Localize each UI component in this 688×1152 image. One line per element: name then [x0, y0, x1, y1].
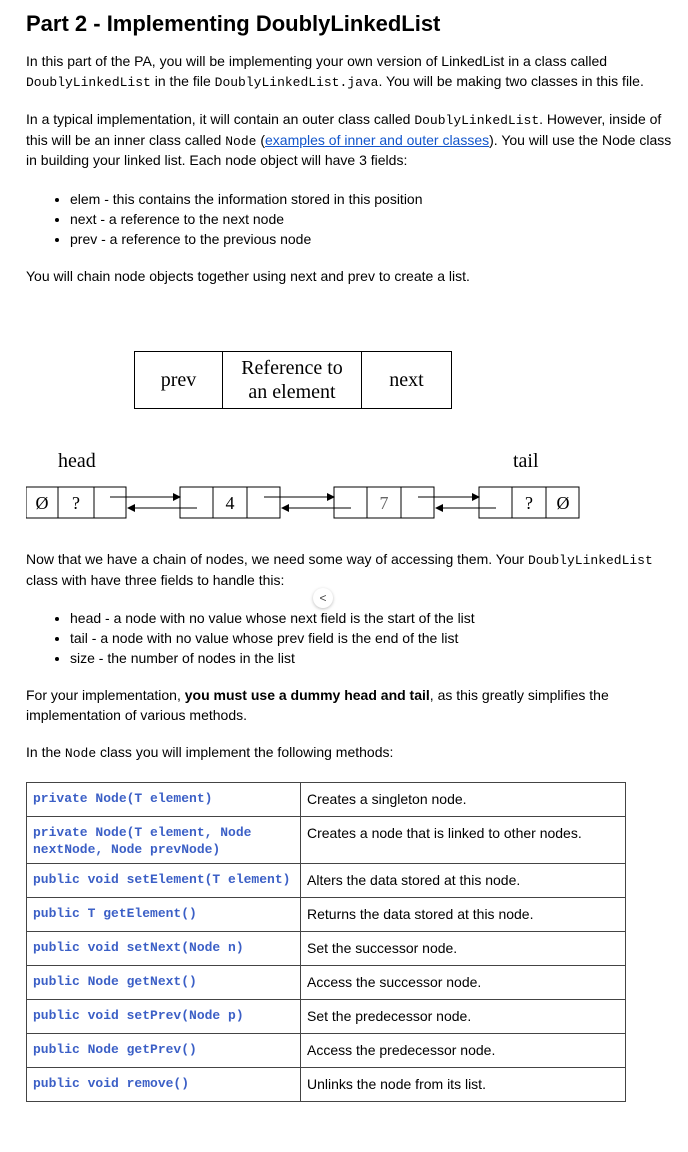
method-signature: private Node(T element, Node nextNode, Node prevNode) [27, 816, 301, 863]
access-text-1: Now that we have a chain of nodes, we need some way of accessing them. Your [26, 551, 528, 567]
table-row [27, 999, 626, 1033]
method-description: Alters the data stored at this node. [301, 863, 626, 897]
method-signature: private Node(T element) [27, 782, 301, 816]
method-signature: public T getElement() [27, 897, 301, 931]
access-text-2: class with have three fields to handle this: [26, 571, 285, 588]
node-fields-list [26, 189, 674, 249]
method-description: Creates a node that is linked to other nodes. [301, 816, 626, 863]
table-row [27, 816, 626, 863]
methods-intro-text-1: In the [26, 744, 65, 760]
method-description: Creates a singleton node. [301, 782, 626, 816]
table-row [27, 965, 626, 999]
typical-code-node: Node [225, 133, 257, 149]
node-next-cell: next [389, 369, 424, 391]
method-description: Returns the data stored at this node. [301, 897, 626, 931]
intro-code-file: DoublyLinkedList.java [214, 74, 379, 90]
method-signature: public void setNext(Node n) [27, 931, 301, 965]
table-row [27, 897, 626, 931]
collapse-outline-button[interactable]: < [313, 588, 333, 608]
typical-paragraph [26, 110, 674, 171]
method-description: Set the predecessor node. [301, 999, 626, 1033]
table-row [27, 863, 626, 897]
typical-text-4: ). You will use the Node class in building your linked list. Each node object will have 3 fields: [26, 131, 672, 168]
tail-value-symbol: ? [525, 493, 533, 513]
intro-text-2: in the file [150, 72, 215, 89]
node-elem-cell [223, 352, 362, 408]
list-item: • next - a reference to the next node [70, 209, 674, 229]
methods-intro-code: Node [64, 746, 97, 761]
table-row [27, 1067, 626, 1101]
typical-text-1: In a typical implementation, it will contain an outer class called [26, 111, 415, 127]
typical-code-outer: DoublyLinkedList [414, 113, 540, 128]
method-description: Access the predecessor node. [301, 1033, 626, 1067]
table-row [27, 782, 626, 816]
page-title: Part 2 - Implementing DoublyLinkedList [26, 11, 441, 36]
node-7-value: 7 [379, 493, 389, 513]
method-signature: public Node getNext() [27, 965, 301, 999]
node-4-value: 4 [225, 493, 235, 513]
head-value-symbol: ? [72, 493, 80, 513]
intro-text-3: . You will be making two classes in this file. [378, 72, 644, 89]
typical-text-3: ( [256, 131, 265, 148]
node-methods-intro [26, 743, 674, 764]
method-description: Unlinks the node from its list. [301, 1067, 626, 1101]
node-prev-cell: prev [135, 352, 223, 408]
intro-paragraph [26, 52, 674, 92]
method-signature: public void setPrev(Node p) [27, 999, 301, 1033]
methods-table [26, 782, 626, 1102]
intro-code-class: DoublyLinkedList [26, 74, 151, 90]
linked-list-chain-diagram [26, 486, 586, 522]
node-elem-line2: an element [248, 381, 336, 403]
list-item: • tail - a node with no value whose prev field is the end of the list [70, 628, 674, 648]
dummy-text-1: For your implementation, [26, 687, 185, 703]
dummy-text-2: , as this greatly simplifies the implementation of various methods. [26, 687, 609, 723]
dummy-bold-text: you must use a dummy head and tail [184, 687, 430, 703]
node-structure-diagram [134, 351, 452, 409]
list-item: • size - the number of nodes in the list [70, 648, 674, 668]
document-body [26, 10, 674, 304]
list-item: • head - a node with no value whose next field is the start of the list [70, 608, 674, 628]
method-signature: public void remove() [27, 1067, 301, 1101]
method-description: Set the successor node. [301, 931, 626, 965]
list-fields-list [26, 608, 674, 668]
node-elem-line1: Reference to [241, 357, 343, 379]
inner-outer-classes-link[interactable]: examples of inner and outer classes [265, 131, 490, 148]
tail-label: tail [513, 450, 539, 472]
method-description: Access the successor node. [301, 965, 626, 999]
table-row [27, 931, 626, 965]
table-row [27, 1033, 626, 1067]
head-label: head [58, 450, 96, 472]
access-paragraph [26, 550, 674, 590]
method-signature: public void setElement(T element) [27, 863, 301, 897]
typical-text-2: . However, inside of this will be an inner class called [26, 111, 662, 148]
dummy-paragraph [26, 686, 674, 725]
access-code-class: DoublyLinkedList [527, 553, 653, 568]
tail-null-symbol: Ø [556, 493, 570, 513]
list-item: • prev - a reference to the previous node [70, 229, 674, 249]
document-body-continued [26, 550, 674, 1102]
method-signature: public Node getPrev() [27, 1033, 301, 1067]
head-null-symbol: Ø [35, 493, 49, 513]
list-item: • elem - this contains the information stored in this position [70, 189, 674, 209]
intro-text-1: In this part of the PA, you will be implementing your own version of LinkedList in a class called [26, 53, 608, 69]
methods-intro-text-2: class you will implement the following methods: [96, 744, 394, 760]
chain-paragraph: You will chain node objects together using next and prev to create a list. [26, 267, 470, 284]
